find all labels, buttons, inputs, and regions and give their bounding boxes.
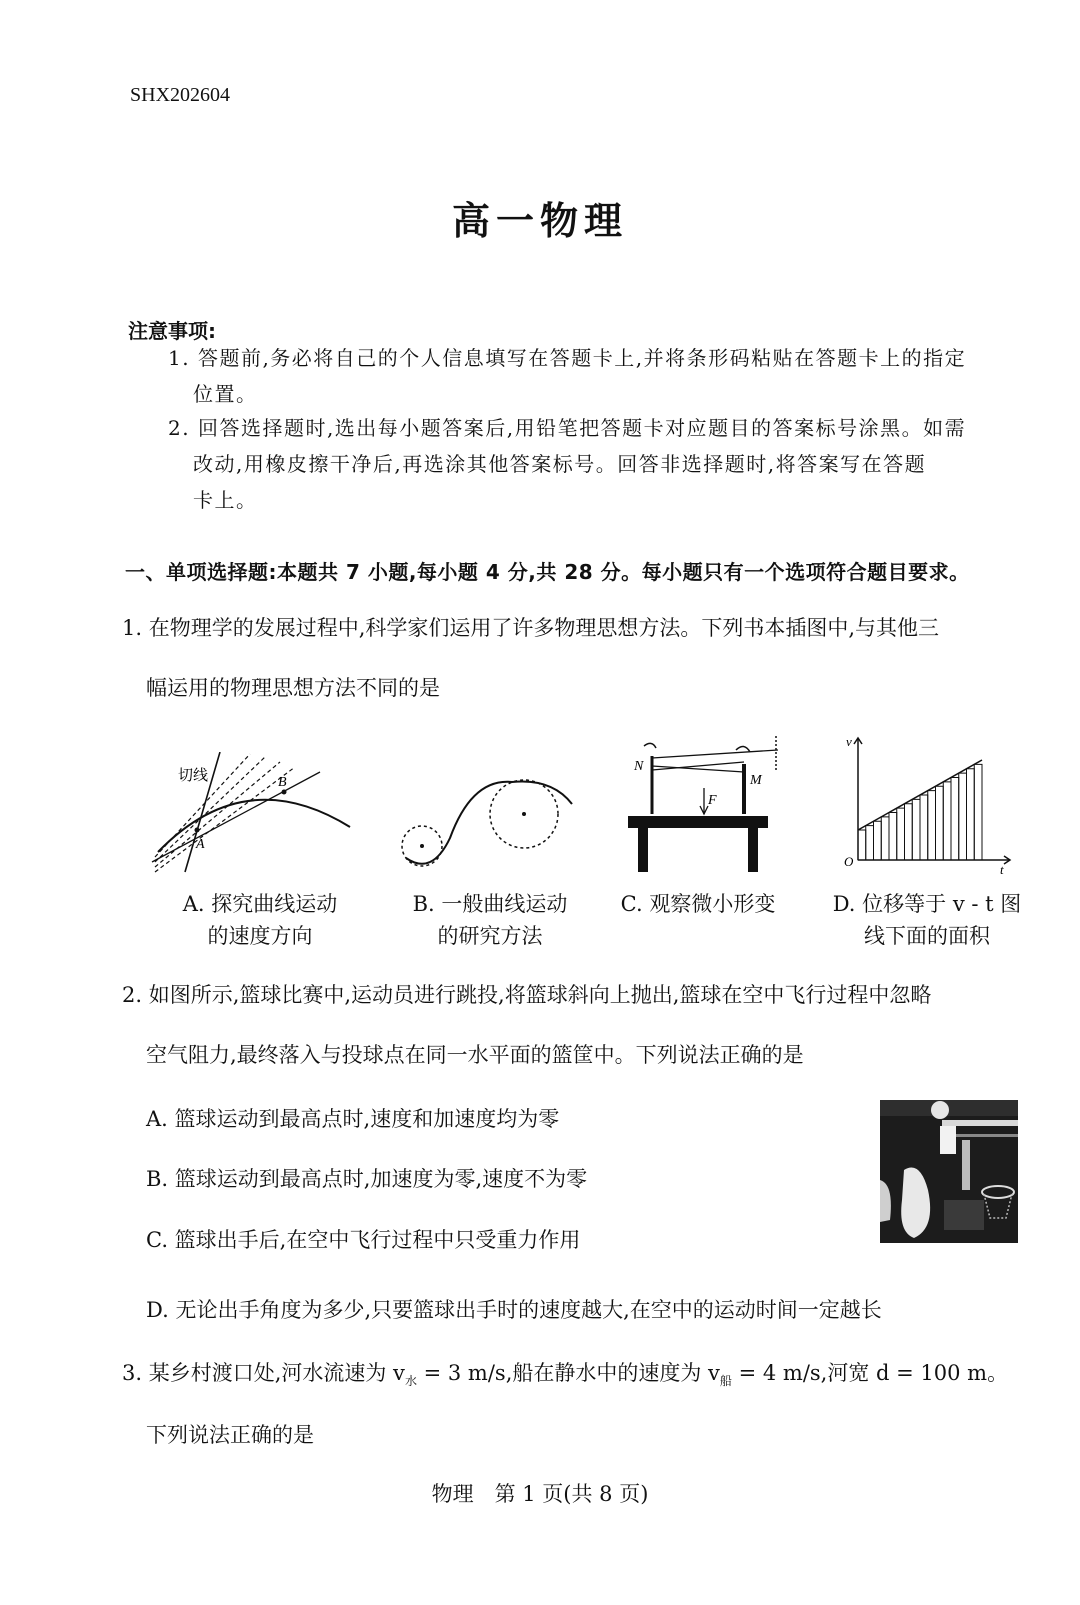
exam-code: SHX202604 [130, 84, 231, 106]
basketball-photo [880, 1100, 1018, 1243]
figure-c-caption: C. 观察微小形变 [620, 892, 776, 916]
figure-d-rectangles [858, 764, 982, 860]
figure-d-rect [959, 773, 967, 860]
figure-d-origin: O [844, 854, 854, 869]
figure-d-caption-1: D. 位移等于 v - t 图 [832, 892, 1022, 916]
figure-d-rect [951, 778, 959, 861]
figure-d-rect [974, 764, 982, 860]
notice-item-2-line-1: 2. 回答选择题时,选出每小题答案后,用铅笔把答题卡对应题目的答案标号涂黑。如需 [168, 416, 967, 440]
q3-sub-boat: 船 [719, 1374, 732, 1389]
figure-d-rect [905, 804, 913, 860]
q1-line-1: 1. 在物理学的发展过程中,科学家们运用了许多物理思想方法。下列书本插图中,与其他三 [122, 616, 940, 640]
figure-c-deformation-diagram [620, 736, 790, 876]
q3-line-2: 下列说法正确的是 [146, 1423, 314, 1447]
figure-d-rect [920, 795, 928, 860]
page-title: 高一物理 [451, 199, 628, 243]
figure-d-rect [967, 769, 975, 860]
notice-heading: 注意事项: [128, 319, 216, 343]
figure-d-rect [881, 817, 889, 860]
figure-d-rect [889, 813, 897, 861]
figure-d-caption-2: 线下面的面积 [864, 924, 990, 948]
q2-line-2: 空气阻力,最终落入与投球点在同一水平面的篮筐中。下列说法正确的是 [146, 1043, 804, 1067]
q1-line-2: 幅运用的物理思想方法不同的是 [146, 676, 440, 700]
q2-option-b: B. 篮球运动到最高点时,加速度为零,速度不为零 [146, 1167, 588, 1191]
figure-a-point-a: A [196, 837, 205, 852]
figure-d-vt-graph [838, 734, 1018, 874]
figure-d-rect [912, 799, 920, 860]
figure-c-label-n: N [634, 759, 644, 774]
figure-d-rect [874, 821, 882, 860]
figure-b-caption-2: 的研究方法 [437, 924, 543, 948]
q2-option-d: D. 无论出手角度为多少,只要篮球出手时的速度越大,在空中的运动时间一定越长 [146, 1298, 882, 1322]
q2-line-1: 2. 如图所示,篮球比赛中,运动员进行跳投,将篮球斜向上抛出,篮球在空中飞行过程中忽略 [122, 983, 932, 1007]
figure-d-axis-t: t [1000, 862, 1004, 874]
figure-b-caption-1: B. 一般曲线运动 [412, 892, 568, 916]
figure-a-tangent-diagram [150, 752, 360, 882]
figure-b-curve-diagram [392, 768, 582, 878]
notice-item-1-line-2: 位置。 [193, 382, 258, 406]
page-footer: 物理 第 1 页(共 8 页) [431, 1482, 649, 1506]
figure-d-rect [897, 808, 905, 860]
notice-item-1-line-1: 1. 答题前,务必将自己的个人信息填写在答题卡上,并将条形码粘贴在答题卡上的指定 [168, 346, 967, 370]
figure-d-rect [936, 786, 944, 860]
figure-a-caption-1: A. 探究曲线运动 [182, 892, 338, 916]
q3-line-1: 3. 某乡村渡口处,河水流速为 $v_水 = 3$ m/s,船在静水中的速度为 $v_船 = 4$ m/s,河宽 d = 100 m。 [122, 1361, 1009, 1389]
notice-item-2-line-3: 卡上。 [193, 488, 258, 512]
q3-sub-water: 水 [404, 1374, 417, 1389]
figure-c-label-m: M [750, 773, 762, 788]
figure-d-axis-v: v [846, 734, 852, 749]
q2-option-c: C. 篮球出手后,在空中飞行过程中只受重力作用 [146, 1228, 581, 1252]
section-heading: 一、单项选择题:本题共 7 小题,每小题 4 分,共 28 分。每小题只有一个选项符合题目要求。 [125, 560, 970, 584]
figure-a-tangent-label: 切线 [178, 768, 209, 784]
figure-a-point-b: B [278, 775, 287, 790]
figure-a-caption-2: 的速度方向 [207, 924, 313, 948]
figure-d-rect [928, 791, 936, 860]
q2-option-a: A. 篮球运动到最高点时,速度和加速度均为零 [146, 1107, 560, 1131]
figure-d-rect [943, 782, 951, 860]
figure-d-rect [866, 826, 874, 860]
notice-item-2-line-2: 改动,用橡皮擦干净后,再选涂其他答案标号。回答非选择题时,将答案写在答题 [193, 452, 927, 476]
figure-c-label-f: F [708, 793, 717, 808]
figure-d-rect [858, 830, 866, 860]
